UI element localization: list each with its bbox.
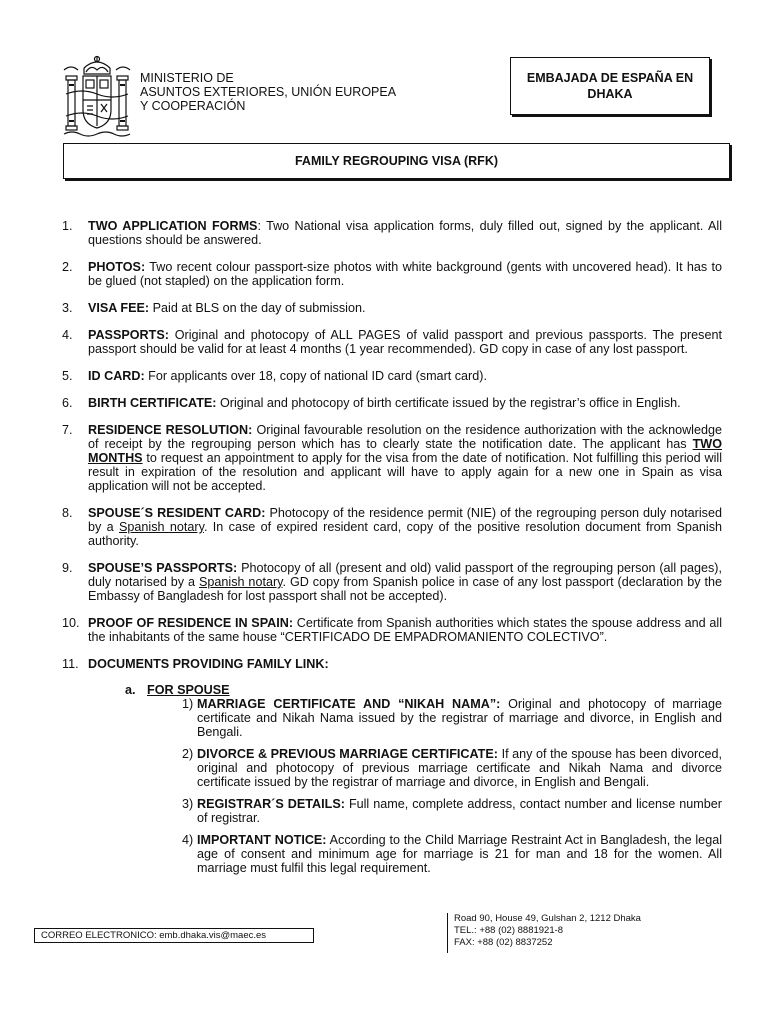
item-number: 2. <box>62 260 73 274</box>
document-title-box <box>63 143 730 179</box>
underlined-text: Spanish notary <box>198 575 283 589</box>
section-for-spouse <box>125 683 722 875</box>
section-label: a. <box>125 683 136 697</box>
item-text: Original and photocopy of birth certificate issued by the registrar’s office in English. <box>216 396 681 410</box>
list-item <box>60 219 722 247</box>
email-address: CORREO ELECTRONICO: emb.dhaka.vis@maec.es <box>41 930 267 941</box>
item-number: 4. <box>62 328 73 342</box>
sub-item-number: 4) <box>182 833 194 847</box>
sub-list-item <box>182 697 722 739</box>
requirements-list <box>60 219 722 883</box>
item-heading: PHOTOS: <box>88 260 146 274</box>
item-text: Two recent colour passport-size photos with white background (gents with uncovered head). It has to be glued (not stapled) on the application form. <box>88 260 722 288</box>
sub-list-item <box>182 833 722 875</box>
item-text: Paid at BLS on the day of submission. <box>149 301 366 315</box>
item-number: 7. <box>62 423 73 437</box>
sub-item-heading: IMPORTANT NOTICE: <box>197 833 327 847</box>
item-heading: DOCUMENTS PROVIDING FAMILY LINK: <box>88 657 329 671</box>
spanish-coat-of-arms-icon <box>62 54 132 140</box>
sub-item-heading: DIVORCE & PREVIOUS MARRIAGE CERTIFICATE: <box>197 747 498 761</box>
embassy-box <box>510 57 710 115</box>
sub-item-heading: REGISTRAR´S DETAILS: <box>197 797 345 811</box>
sub-item-number: 3) <box>182 797 194 811</box>
item-heading: VISA FEE: <box>88 301 150 315</box>
item-heading: SPOUSE’S PASSPORTS: <box>88 561 238 575</box>
list-item <box>60 369 722 383</box>
item-number: 6. <box>62 396 73 410</box>
embassy-address <box>447 913 641 953</box>
item-heading: TWO APPLICATION FORMS <box>88 219 258 233</box>
document-title: FAMILY REGROUPING VISA (RFK) <box>294 154 499 168</box>
embassy-line-1: EMBAJADA DE ESPAÑA EN <box>526 71 694 85</box>
telephone-line: TEL.: +88 (02) 8881921-8 <box>454 925 564 936</box>
section-title: FOR SPOUSE <box>147 683 230 697</box>
ministry-line-2: ASUNTOS EXTERIORES, UNIÓN EUROPEA <box>140 85 397 99</box>
item-text: Original favourable resolution on the residence authorization with the acknowledge of receipt by the regrouping person which has to clearly state the notification date. The applicant has <box>88 423 722 451</box>
item-heading: RESIDENCE RESOLUTION: <box>88 423 253 437</box>
item-heading: ID CARD: <box>88 369 145 383</box>
list-item <box>60 328 722 356</box>
section-heading <box>125 683 722 697</box>
item-heading: PROOF OF RESIDENCE IN SPAIN: <box>88 616 294 630</box>
sub-item-text: Original and photocopy of marriage certificate and Nikah Nama issued by the registrar of marriage and divorce, in English and Bengali. <box>197 697 722 739</box>
item-text: Photocopy of the residence permit (NIE) of the regrouping person duly notarised by a <box>88 506 722 534</box>
list-item <box>60 616 722 644</box>
list-item <box>60 506 722 548</box>
list-item <box>60 423 722 493</box>
list-item <box>60 396 722 410</box>
sub-item-number: 2) <box>182 747 194 761</box>
item-heading: PASSPORTS: <box>88 328 169 342</box>
sub-list-item <box>182 797 722 825</box>
fax-line: FAX: +88 (02) 8837252 <box>454 937 553 948</box>
sub-item-number: 1) <box>182 697 194 711</box>
address-line: Road 90, House 49, Gulshan 2, 1212 Dhaka <box>454 913 641 924</box>
underlined-text: Spanish notary <box>119 520 204 534</box>
list-item <box>60 301 722 315</box>
embassy-line-2: DHAKA <box>587 87 633 101</box>
sub-item-heading: MARRIAGE CERTIFICATE AND “NIKAH NAMA”: <box>197 697 501 711</box>
item-text-continued: to request an appointment to apply for the visa from the date of notification. Not fulfilling this period will result in expiration of the resolution and applicant will have to apply again for a new one in Spain as visa application will not be accepted. <box>88 451 722 493</box>
item-text: For applicants over 18, copy of national ID card (smart card). <box>144 369 487 383</box>
list-item <box>60 561 722 603</box>
item-number: 5. <box>62 369 73 383</box>
item-number: 10. <box>62 616 80 630</box>
item-number: 3. <box>62 301 73 315</box>
item-number: 9. <box>62 561 73 575</box>
sub-item-text: Full name, complete address, contact number and license number of registrar. <box>197 797 722 825</box>
ministry-line-1: MINISTERIO DE <box>140 71 234 85</box>
item-number: 1. <box>62 219 73 233</box>
item-text: : Two National visa application forms, duly filled out, signed by the applicant. All questions should be answered. <box>88 219 723 247</box>
item-text-continued: . In case of expired resident card, copy of the positive resolution document from Spanish authority. <box>88 520 723 548</box>
item-number: 8. <box>62 506 73 520</box>
sub-list-item <box>182 747 722 789</box>
item-heading: BIRTH CERTIFICATE: <box>88 396 217 410</box>
item-text: Certificate from Spanish authorities which states the spouse address and all the inhabitants of the same house “CERTIFICADO DE EMPADROMANIENTO COLECTIVO”. <box>88 616 722 644</box>
list-item <box>60 657 722 875</box>
item-number: 11. <box>62 657 79 671</box>
item-text: Photocopy of all (present and old) valid passport of the regrouping person (all pages), duly notarised by a <box>88 561 722 589</box>
list-item <box>60 260 722 288</box>
emphasis-text: TWO MONTHS <box>88 437 722 465</box>
sub-item-text: If any of the spouse has been divorced, original and photocopy of previous marriage certificate and Nikah Nama and divorce certificate issued by the registrar of marriage and divorce, in English and Bengali. <box>197 747 722 789</box>
item-text: Original and photocopy of ALL PAGES of valid passport and previous passports. The present passport should be valid for at least 4 months (1 year recommended). GD copy in case of any lost passport. <box>88 328 722 356</box>
sub-item-text: According to the Child Marriage Restraint Act in Bangladesh, the legal age of consent and minimum age for marriage is 21 for man and 18 for the women. All marriage must fulfil this legal requirement. <box>197 833 722 875</box>
item-heading: SPOUSE´S RESIDENT CARD: <box>88 506 266 520</box>
ministry-line-3: Y COOPERACIÓN <box>140 99 246 113</box>
ministry-name <box>140 71 396 113</box>
email-box <box>34 928 314 943</box>
item-text-continued: . GD copy from Spanish police in case of any lost passport (declaration by the Embassy of Bangladesh for lost passport shall not be accepted). <box>88 575 723 603</box>
